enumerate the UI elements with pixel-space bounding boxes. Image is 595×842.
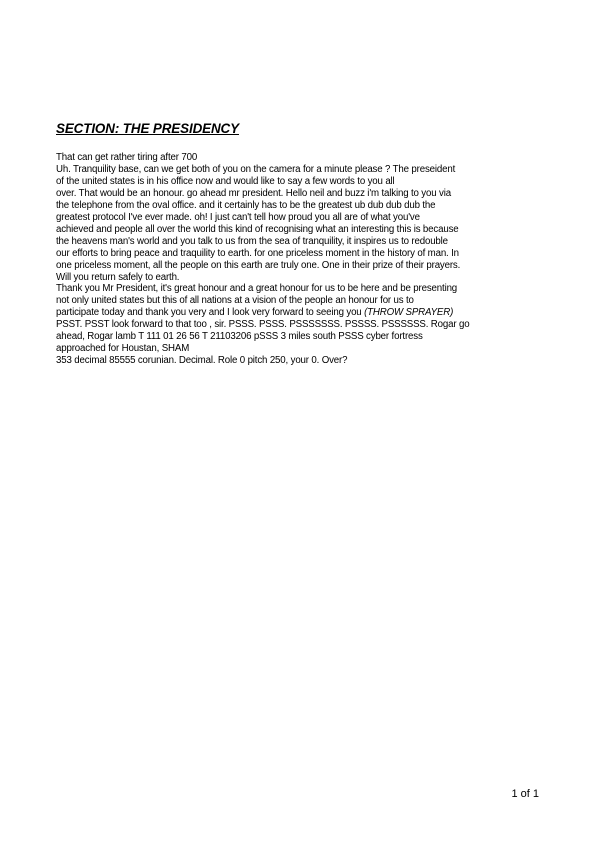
text-line: That can get rather tiring after 700 (56, 152, 198, 163)
text-line: approached for Houstan, SHAM (56, 343, 190, 355)
text-line-with-stage-direction (56, 307, 546, 319)
text-line: our efforts to bring peace and traquility to earth. for one priceless moment in the history of man. In (56, 247, 459, 259)
text-line: of the united states is in his office now and would like to say a few words to you all (56, 175, 395, 187)
text-line: Will you return safely to earth. (56, 271, 180, 283)
text-line: PSST. PSST look forward to that too , sir. PSSS. PSSS. PSSSSSSS. PSSSS. PSSSSSS. Rogar go (56, 319, 470, 331)
text-line: greatest protocol I've ever made. oh! I just can't tell how proud you all are of what you've (56, 211, 420, 223)
text-line: over. That would be an honour. go ahead mr president. Hello neil and buzz i'm talking to you via (56, 187, 451, 199)
page-number: 1 of 1 (511, 788, 539, 800)
text-line: one priceless moment, all the people on this earth are truly one. One in their prize of their prayers. (56, 259, 461, 271)
script-body (56, 152, 546, 367)
text-line: the heavens man's world and you talk to us from the sea of tranquility, it inspires us to redouble (56, 235, 448, 247)
text-line: achieved and people all over the world this kind of recognising what an interesting this is because (56, 223, 459, 235)
text-line: not only united states but this of all nations at a vision of the people an honour for us to (56, 295, 414, 307)
line-text: participate today and thank you very and I look very forward to seeing you (56, 307, 365, 319)
text-line: Uh. Tranquility base, can we get both of you on the camera for a minute please ? The preseident (56, 163, 456, 175)
text-line: the telephone from the oval office. and it certainly has to be the greatest ub dub dub dub the (56, 199, 436, 211)
text-line: Thank you Mr President, it's great honour and a great honour for us to be here and be presenting (56, 283, 458, 295)
section-heading: SECTION: THE PRESIDENCY (56, 121, 239, 136)
text-line: ahead, Rogar lamb T 111 01 26 56 T 21103206 pSSS 3 miles south PSSS cyber fortress (56, 331, 423, 343)
text-line: 353 decimal 85555 corunian. Decimal. Role 0 pitch 250, your 0. Over? (56, 355, 348, 367)
stage-direction: (THROW SPRAYER) (364, 307, 454, 319)
